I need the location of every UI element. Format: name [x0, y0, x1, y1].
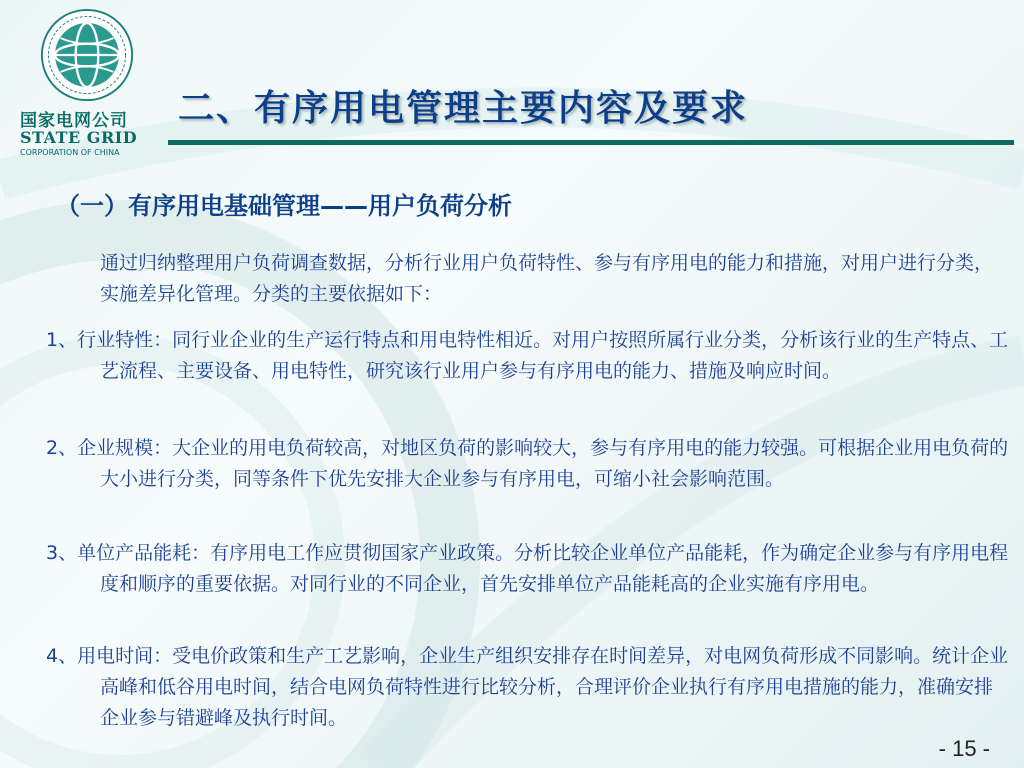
list-item-enterprise-scale: 2、企业规模：大企业的用电负荷较高，对地区负荷的影响较大，参与有序用电的能力较强。可根据企业用电负荷的大小进行分类，同等条件下优先安排大企业参与有序用电，可缩小社会影响范围。 — [46, 437, 1009, 490]
list-item-power-usage-time: 4、用电时间：受电价政策和生产工艺影响，企业生产组织安排存在时间差异，对电网负荷形成不同影响。统计企业高峰和低谷用电时间，结合电网负荷特性进行比较分析，合理评价企业执行有序用电措施的能力，准确安排企业参与错避峰及执行时间。 — [46, 645, 1009, 729]
globe-logo-icon — [40, 8, 134, 102]
list-item-unit-energy-consumption: 3、单位产品能耗：有序用电工作应贯彻国家产业政策。分析比较企业单位产品能耗，作为确定企业参与有序用电程度和顺序的重要依据。对同行业的不同企业，首先安排单位产品能耗高的企业实施有序用电。 — [46, 542, 1009, 595]
intro-paragraph: 通过归纳整理用户负荷调查数据，分析行业用户负荷特性、参与有序用电的能力和措施，对用户进行分类，实施差异化管理。分类的主要依据如下： — [100, 252, 994, 305]
page-title: 二、有序用电管理主要内容及要求 — [178, 88, 749, 129]
state-grid-logo — [8, 4, 168, 164]
list-item-industry-characteristics: 1、行业特性：同行业企业的生产运行特点和用电特性相近。对用户按照所属行业分类，分析该行业的生产特点、工艺流程、主要设备、用电特性，研究该行业用户参与有序用电的能力、措施及响应时间。 — [46, 329, 1009, 382]
logo-chinese-name: 国家电网公司 — [20, 111, 128, 131]
section-heading: （一）有序用电基础管理——用户负荷分析 — [56, 192, 512, 220]
page-number: - 15 - — [938, 736, 990, 761]
logo-english-name: STATE GRID — [20, 128, 138, 147]
title-divider — [168, 140, 1014, 145]
logo-english-subtitle: CORPORATION OF CHINA — [20, 148, 120, 157]
